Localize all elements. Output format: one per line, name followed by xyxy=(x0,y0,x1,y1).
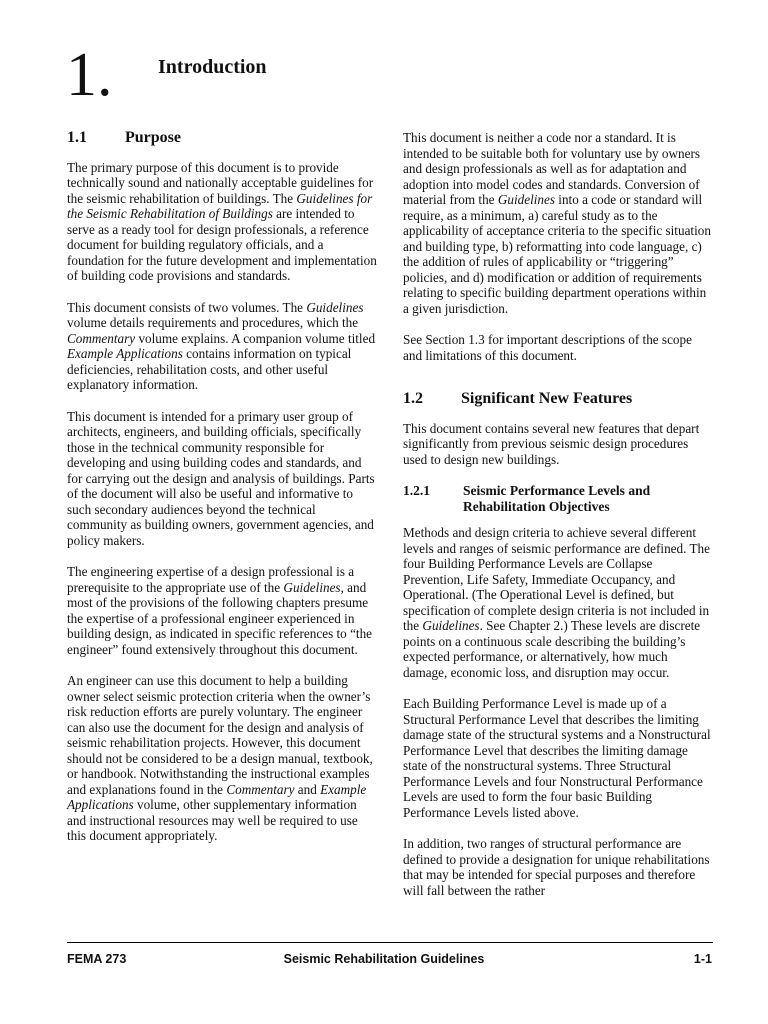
italic-title: Guidelines xyxy=(497,192,555,207)
right-paragraphs-top xyxy=(403,130,713,363)
section-heading-1-2 xyxy=(403,391,713,407)
section-title: Purpose xyxy=(125,129,181,146)
italic-title: Example Applications xyxy=(67,346,183,361)
subsection-heading-1-2-1 xyxy=(403,483,713,515)
section-number: 1.1 xyxy=(67,129,87,146)
paragraph: Methods and design criteria to achieve several different levels and ranges of seismic performance are defined. The four Building Performance Levels are Collapse Prevention, Life Safety, Immediate Occupancy, and Operational. (The Operational Level is defined, but specification of complete design criteria is not included in the Guidelines. See Chapter 2.) These levels are discrete points on a continuous scale describing the building’s expected performance, or alternatively, how much damage, economic loss, and disruption may occur. xyxy=(403,525,710,680)
italic-title: Commentary xyxy=(67,330,136,346)
italic-title: Example Applications xyxy=(67,781,367,812)
right-paragraphs-bottom xyxy=(403,525,713,898)
italic-title: Guidelines for the Seismic Rehabilitation of Buildings xyxy=(67,190,373,221)
footer-left: FEMA 273 xyxy=(67,952,127,966)
italic-title: Commentary xyxy=(226,781,295,797)
right-paragraphs-mid xyxy=(403,421,713,468)
paragraph: The primary purpose of this document is to provide technically sound and nationally acceptable guidelines for the seismic rehabilitation of buildings. The Guidelines for the Seismic Rehabilitation of Buildings are intended to serve as a ready tool for design professionals, a reference document for building regulatory officials, and a foundation for the future development and implementation of building code provisions and standards. xyxy=(67,159,377,283)
italic-title: Guidelines xyxy=(306,299,364,315)
footer-page-number: 1-1 xyxy=(693,952,712,966)
left-column xyxy=(67,130,377,860)
paragraph: An engineer can use this document to help a building owner select seismic protection criteria when the owner’s risk reduction efforts are purely voluntary. The engineer can also use the document for the design and analysis of seismic rehabilitation projects. However, this document should not be considered to be a design manual, textbook, or handbook. Notwithstanding the instructional examples and explanations found in the Commentary and Example Applications volume, other supplementary information and instructional resources may well be required to use this document appropriately. xyxy=(67,673,373,843)
paragraph: This document contains several new features that depart significantly from previous seismic design procedures used to design new buildings. xyxy=(403,420,700,467)
section-number: 1.2 xyxy=(403,390,423,407)
footer-rule xyxy=(67,942,713,943)
chapter-title: Introduction xyxy=(158,56,267,78)
paragraph: The engineering expertise of a design professional is a prerequisite to the appropriate use of the Guidelines, and most of the provisions of the following chapters presume the expertise of a professional engineer experienced in building design, as indicated in specific references to “the engineer” found extensively throughout this document. xyxy=(67,564,373,657)
subsection-number: 1.2.1 xyxy=(403,483,430,498)
paragraph: Each Building Performance Level is made up of a Structural Performance Level that describes the limiting damage state of the structural systems and a Nonstructural Performance Level that describes the limiting damage state of the nonstructural systems. Three Structural Performance Levels and four Nonstructural Performance Levels are used to form the four basic Building Performance Levels listed above. xyxy=(403,696,711,820)
italic-title: Guidelines xyxy=(422,618,480,633)
subsection-title: Seismic Performance Levels and Rehabilitation Objectives xyxy=(463,483,651,514)
paragraph: See Section 1.3 for important descriptions of the scope and limitations of this document. xyxy=(403,332,692,363)
italic-title: Guidelines xyxy=(283,579,341,595)
chapter-number: 1. xyxy=(66,41,113,109)
paragraph: This document is intended for a primary user group of architects, engineers, and building officials, specifically those in the technical community responsible for developing and using building codes and standards, and for carrying out the design and analysis of buildings. Parts of the document will also be useful and informative to such secondary audiences beyond the technical community as building owners, government agencies, and policy makers. xyxy=(67,408,375,548)
paragraph: In addition, two ranges of structural performance are defined to provide a designation for unique rehabilitations that may be intended for special purposes and therefore will fall between the rather xyxy=(403,836,710,898)
left-paragraphs xyxy=(67,160,377,844)
right-column xyxy=(403,130,713,914)
section-heading-1-1 xyxy=(67,130,377,146)
section-title: Significant New Features xyxy=(461,390,633,407)
paragraph: This document consists of two volumes. The Guidelines volume details requirements and procedures, which the Commentary volume explains. A companion volume titled Example Applications contains information on typical deficiencies, rehabilitation costs, and other useful explanatory information. xyxy=(67,299,376,392)
paragraph: This document is neither a code nor a standard. It is intended to be suitable both for voluntary use by owners and design professionals as well as for adaptation and adoption into model codes and standards. Conversion of material from the Guidelines into a code or standard will require, as a minimum, a) careful study as to the applicability of acceptance criteria to the specific situation and building type, b) reformatting into code language, c) the addition of rules of applicability or “triggering” policies, and d) modification or addition of requirements relating to specific building department operations within a given jurisdiction. xyxy=(403,130,711,316)
footer-center: Seismic Rehabilitation Guidelines xyxy=(283,952,485,966)
